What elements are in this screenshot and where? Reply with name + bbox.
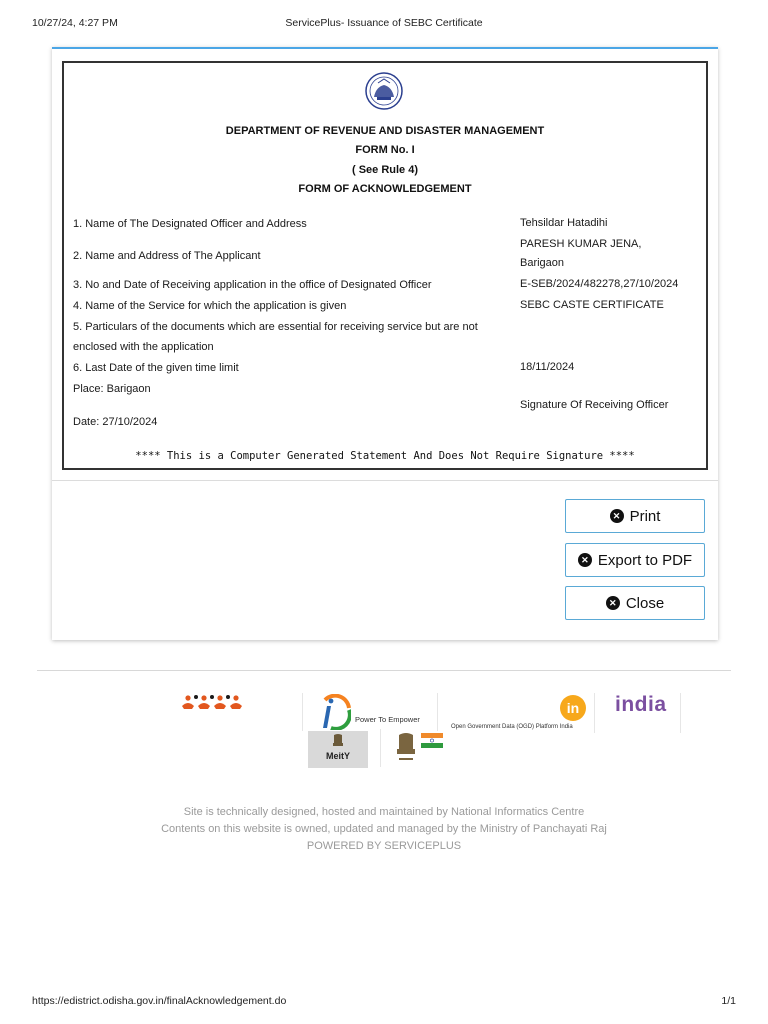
row-applicant-label: 2. Name and Address of The Applicant bbox=[73, 250, 261, 262]
credits-powered-by: POWERED BY SERVICEPLUS bbox=[306, 840, 462, 852]
print-button-label: Print bbox=[629, 507, 661, 525]
close-circle-icon: ✕ bbox=[578, 553, 592, 567]
acknowledgement-card bbox=[52, 47, 718, 640]
ogd-text: Open Government Data (OGD) Platform India bbox=[451, 724, 573, 730]
print-page-number: 1/1 bbox=[721, 995, 736, 1007]
row-designated-officer-value: Tehsildar Hatadihi bbox=[520, 217, 608, 229]
national-emblem-flag-logo[interactable] bbox=[380, 729, 445, 767]
svg-text:in: in bbox=[566, 700, 580, 716]
credits-nic: Site is technically designed, hosted and maintained by National Informatics Centre bbox=[183, 806, 585, 818]
form-number: FORM No. I bbox=[355, 144, 415, 156]
row-application-number-value: E-SEB/2024/482278,27/10/2024 bbox=[520, 278, 679, 290]
footer-divider bbox=[37, 670, 731, 671]
row-last-date-label: 6. Last Date of the given time limit bbox=[73, 362, 239, 374]
meity-text: MeitY bbox=[325, 751, 350, 761]
row-documents-label-line1: 5. Particulars of the documents which are essential for receiving service but are not bbox=[73, 321, 478, 333]
serviceplus-people-logo[interactable] bbox=[180, 694, 244, 714]
export-pdf-button[interactable] bbox=[565, 543, 705, 577]
row-documents-label-line2: enclosed with the application bbox=[73, 341, 214, 353]
ogd-platform-logo[interactable] bbox=[448, 693, 595, 733]
meity-logo[interactable] bbox=[308, 731, 368, 768]
row-applicant-name: PARESH KUMAR JENA, bbox=[520, 238, 642, 250]
india-gov-logo[interactable] bbox=[604, 693, 681, 733]
card-divider bbox=[52, 480, 718, 481]
ogd-icon bbox=[558, 693, 588, 723]
close-button[interactable] bbox=[565, 586, 705, 620]
odisha-emblem-icon bbox=[364, 71, 404, 111]
close-circle-icon: ✕ bbox=[606, 596, 620, 610]
acknowledgement-form bbox=[62, 61, 708, 470]
close-circle-icon: ✕ bbox=[610, 509, 624, 523]
computer-generated-statement: **** This is a Computer Generated Statement And Does Not Require Signature **** bbox=[135, 450, 635, 462]
print-button[interactable] bbox=[565, 499, 705, 533]
department-title: DEPARTMENT OF REVENUE AND DISASTER MANAGEMENT bbox=[225, 125, 545, 137]
row-applicant-address: Barigaon bbox=[520, 257, 565, 269]
row-designated-officer-label: 1. Name of The Designated Officer and Address bbox=[73, 218, 307, 230]
print-page-title: ServicePlus- Issuance of SEBC Certificate bbox=[285, 17, 483, 29]
place-text: Place: Barigaon bbox=[73, 383, 151, 395]
india-flag-icon bbox=[421, 733, 443, 748]
row-last-date-value: 18/11/2024 bbox=[520, 361, 575, 373]
digital-india-logo[interactable] bbox=[302, 693, 438, 731]
digital-india-icon bbox=[315, 694, 351, 730]
row-service-name-label: 4. Name of the Service for which the application is given bbox=[73, 300, 347, 312]
ashoka-emblem-icon bbox=[393, 731, 419, 765]
form-rule: ( See Rule 4) bbox=[351, 164, 419, 176]
export-pdf-button-label: Export to PDF bbox=[597, 551, 693, 569]
india-gov-text: india bbox=[615, 693, 667, 716]
print-header bbox=[32, 17, 736, 31]
date-text: Date: 27/10/2024 bbox=[73, 416, 158, 428]
signature-label: Signature Of Receiving Officer bbox=[520, 399, 669, 411]
form-title: FORM OF ACKNOWLEDGEMENT bbox=[298, 183, 472, 195]
print-footer bbox=[32, 995, 736, 1009]
credits-ministry: Contents on this website is owned, updated and managed by the Ministry of Panchayati Raj bbox=[161, 823, 607, 835]
row-application-number-label: 3. No and Date of Receiving application in the office of Designated Officer bbox=[73, 279, 432, 291]
print-timestamp: 10/27/24, 4:27 PM bbox=[32, 17, 118, 29]
row-service-name-value: SEBC CASTE CERTIFICATE bbox=[520, 299, 664, 311]
print-url: https://edistrict.odisha.gov.in/finalAcknowledgement.do bbox=[32, 995, 287, 1007]
national-emblem-icon bbox=[331, 733, 345, 749]
digital-india-tagline: Power To Empower bbox=[355, 715, 420, 724]
close-button-label: Close bbox=[625, 594, 665, 612]
